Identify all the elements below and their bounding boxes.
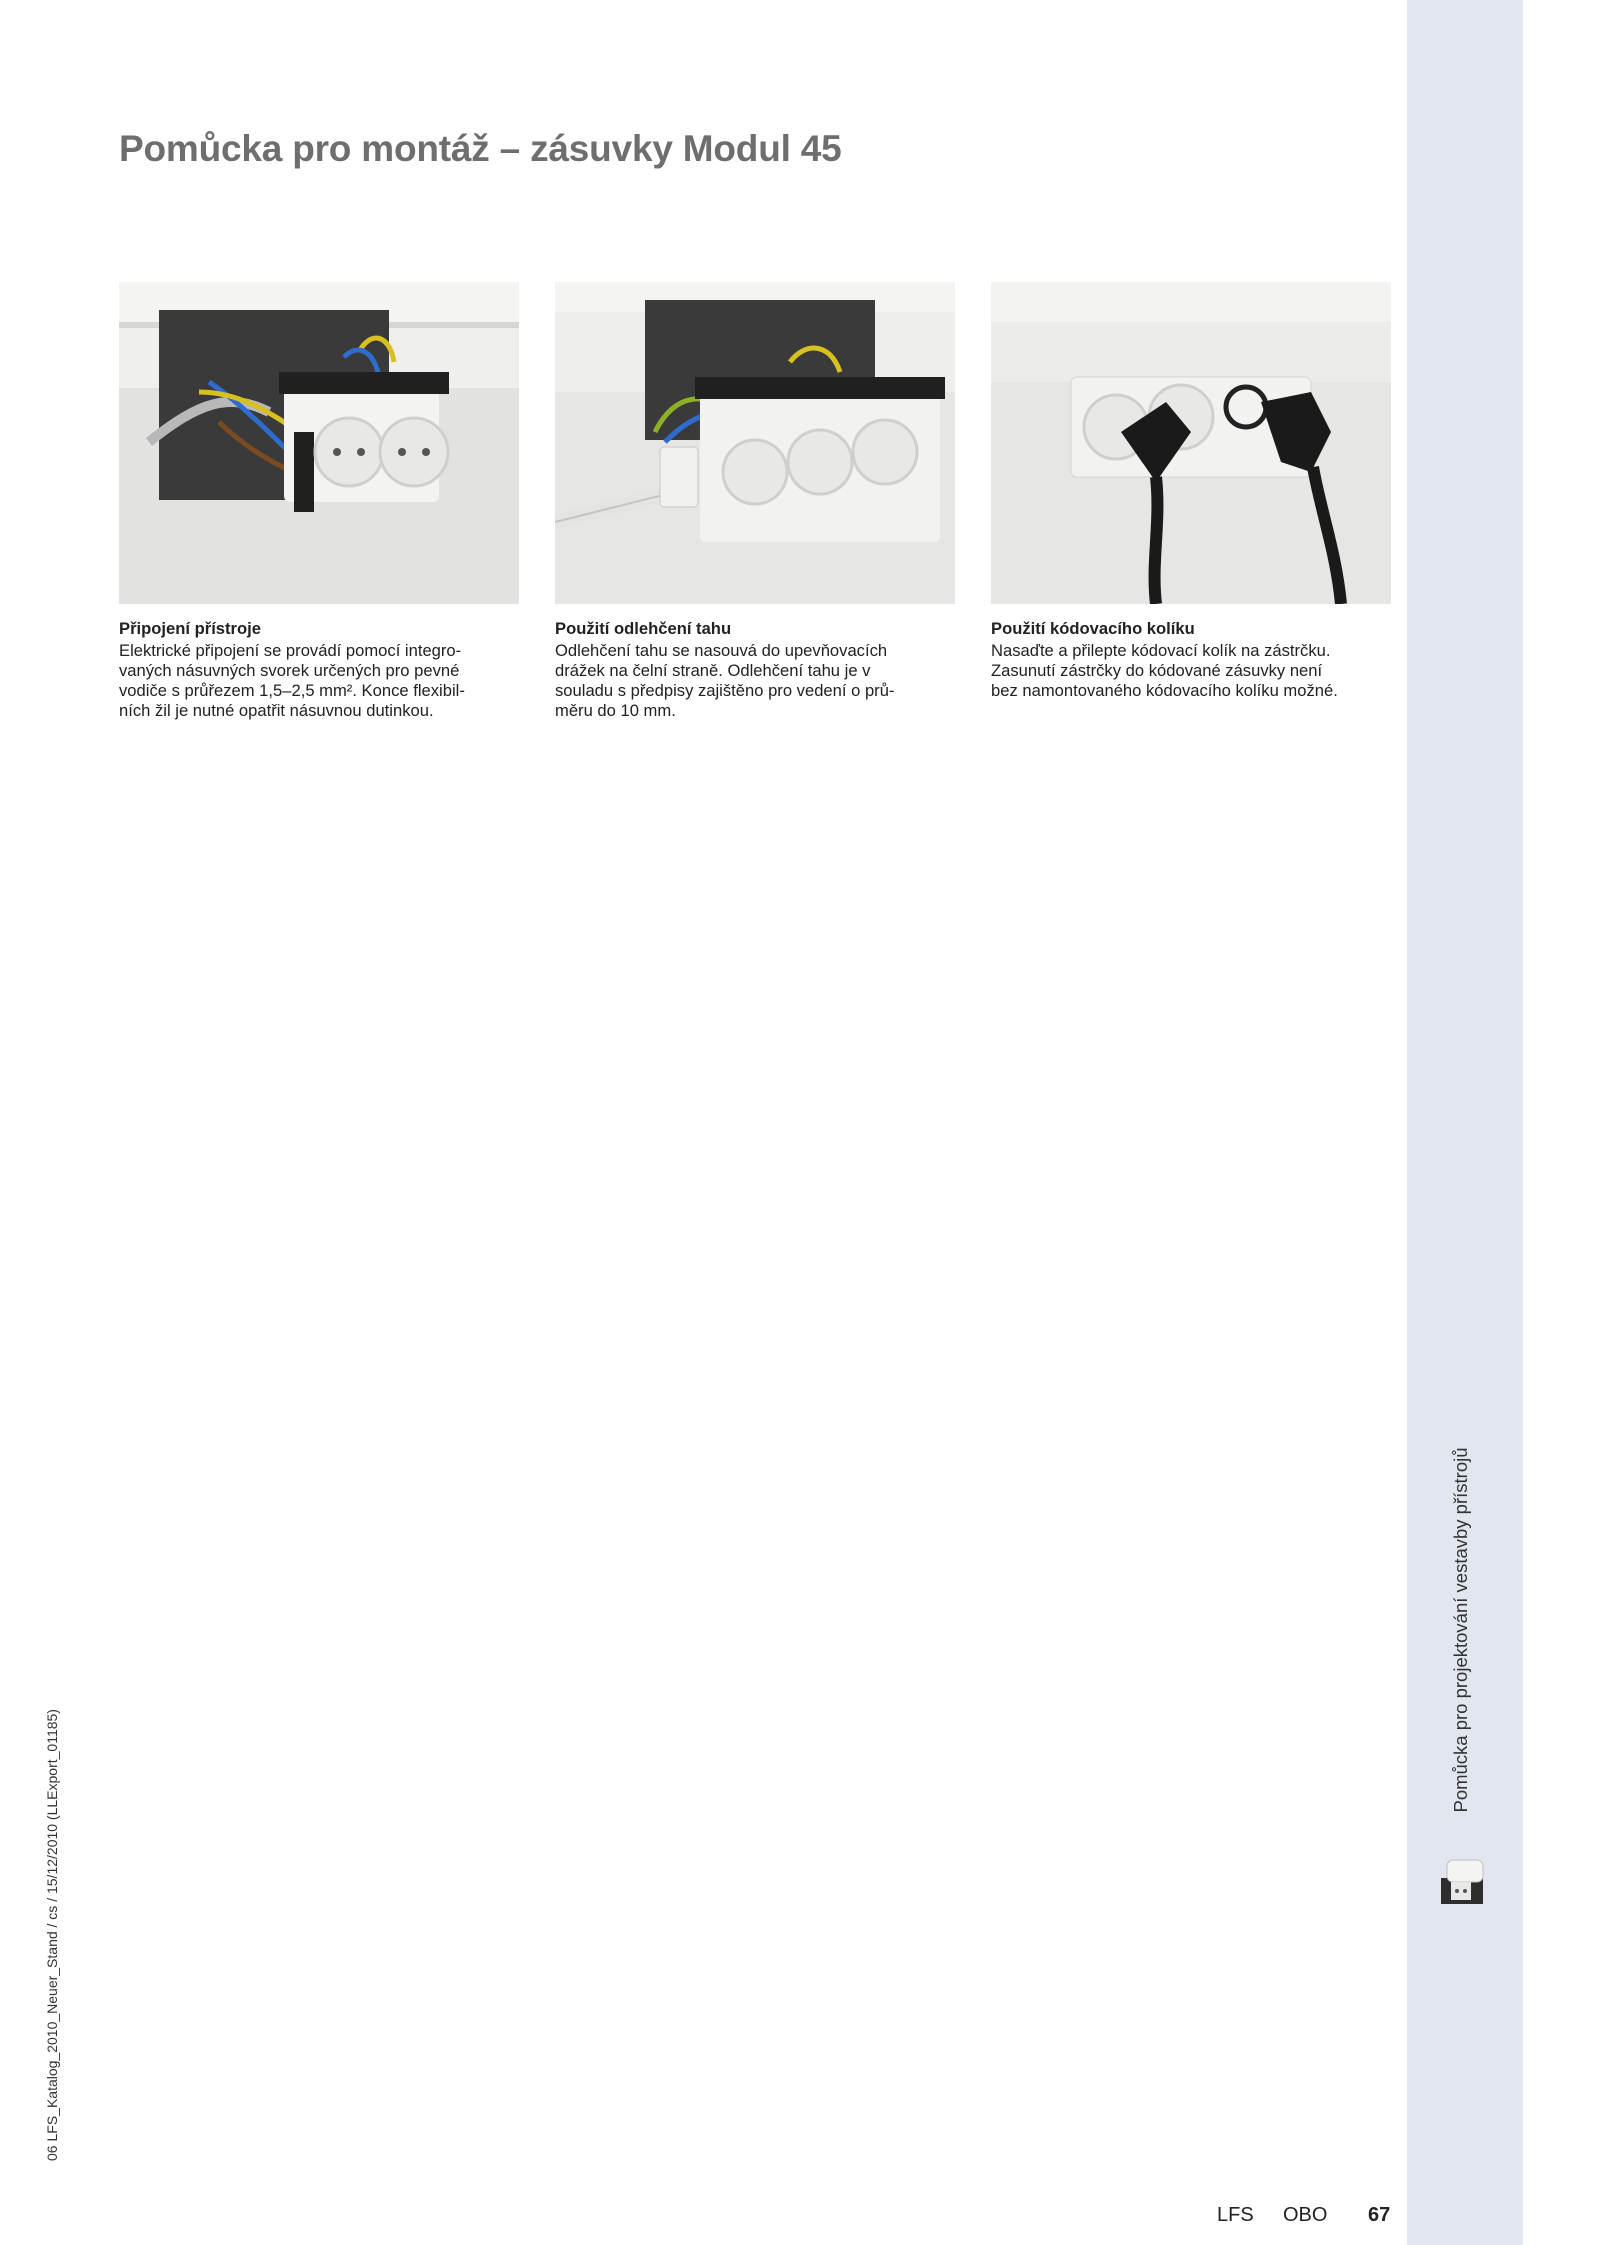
side-document-code: 06 LFS_Katalog_2010_Neuer_Stand / cs / 15/12/2010 (LLExport_01185) <box>44 1709 60 2161</box>
section-coding-pin <box>991 619 1401 701</box>
section-text-line: Odlehčení tahu se nasouvá do upevňovacích <box>555 641 888 660</box>
photo-strain-relief <box>555 282 955 604</box>
section-text-line: měru do 10 mm. <box>555 701 676 720</box>
section-heading: Použití kódovacího kolíku <box>991 619 1195 638</box>
section-text-line: ních žil je nutné opatřit násuvnou dutinkou. <box>119 701 434 720</box>
section-heading: Připojení přístroje <box>119 619 261 638</box>
section-text-line: Elektrické připojení se provádí pomocí integro- <box>119 641 462 660</box>
section-text-line: vaných násuvných svorek určených pro pevné <box>119 661 460 680</box>
photo-device-connection <box>119 282 519 604</box>
sidebar <box>1407 0 1523 2245</box>
section-device-connection <box>119 619 529 721</box>
footer-obo: OBO <box>1283 2204 1328 2226</box>
section-text-line: vodiče s průřezem 1,5–2,5 mm². Konce flexibil- <box>119 681 465 700</box>
page-title: Pomůcka pro montáž – zásuvky Modul 45 <box>119 128 842 169</box>
footer-lfs: LFS <box>1217 2204 1254 2226</box>
section-text-line: bez namontovaného kódovacího kolíku možné. <box>991 681 1338 700</box>
section-strain-relief <box>555 619 965 721</box>
section-text-line: Zasunutí zástrčky do kódované zásuvky není <box>991 661 1323 680</box>
sidebar-thumbnail-icon <box>1437 1858 1489 1908</box>
section-text-line: Nasaďte a přilepte kódovací kolík na zástrčku. <box>991 641 1331 660</box>
sidebar-vertical-text: Pomůcka pro projektování vestavby přístrojů <box>1450 1447 1471 1813</box>
section-heading: Použití odlehčení tahu <box>555 619 732 638</box>
page-number: 67 <box>1368 2204 1391 2226</box>
photo-coding-pin <box>991 282 1391 604</box>
section-text-line: souladu s předpisy zajištěno pro vedení o prů- <box>555 681 895 700</box>
section-text-line: drážek na čelní straně. Odlehčení tahu je v <box>555 661 871 680</box>
